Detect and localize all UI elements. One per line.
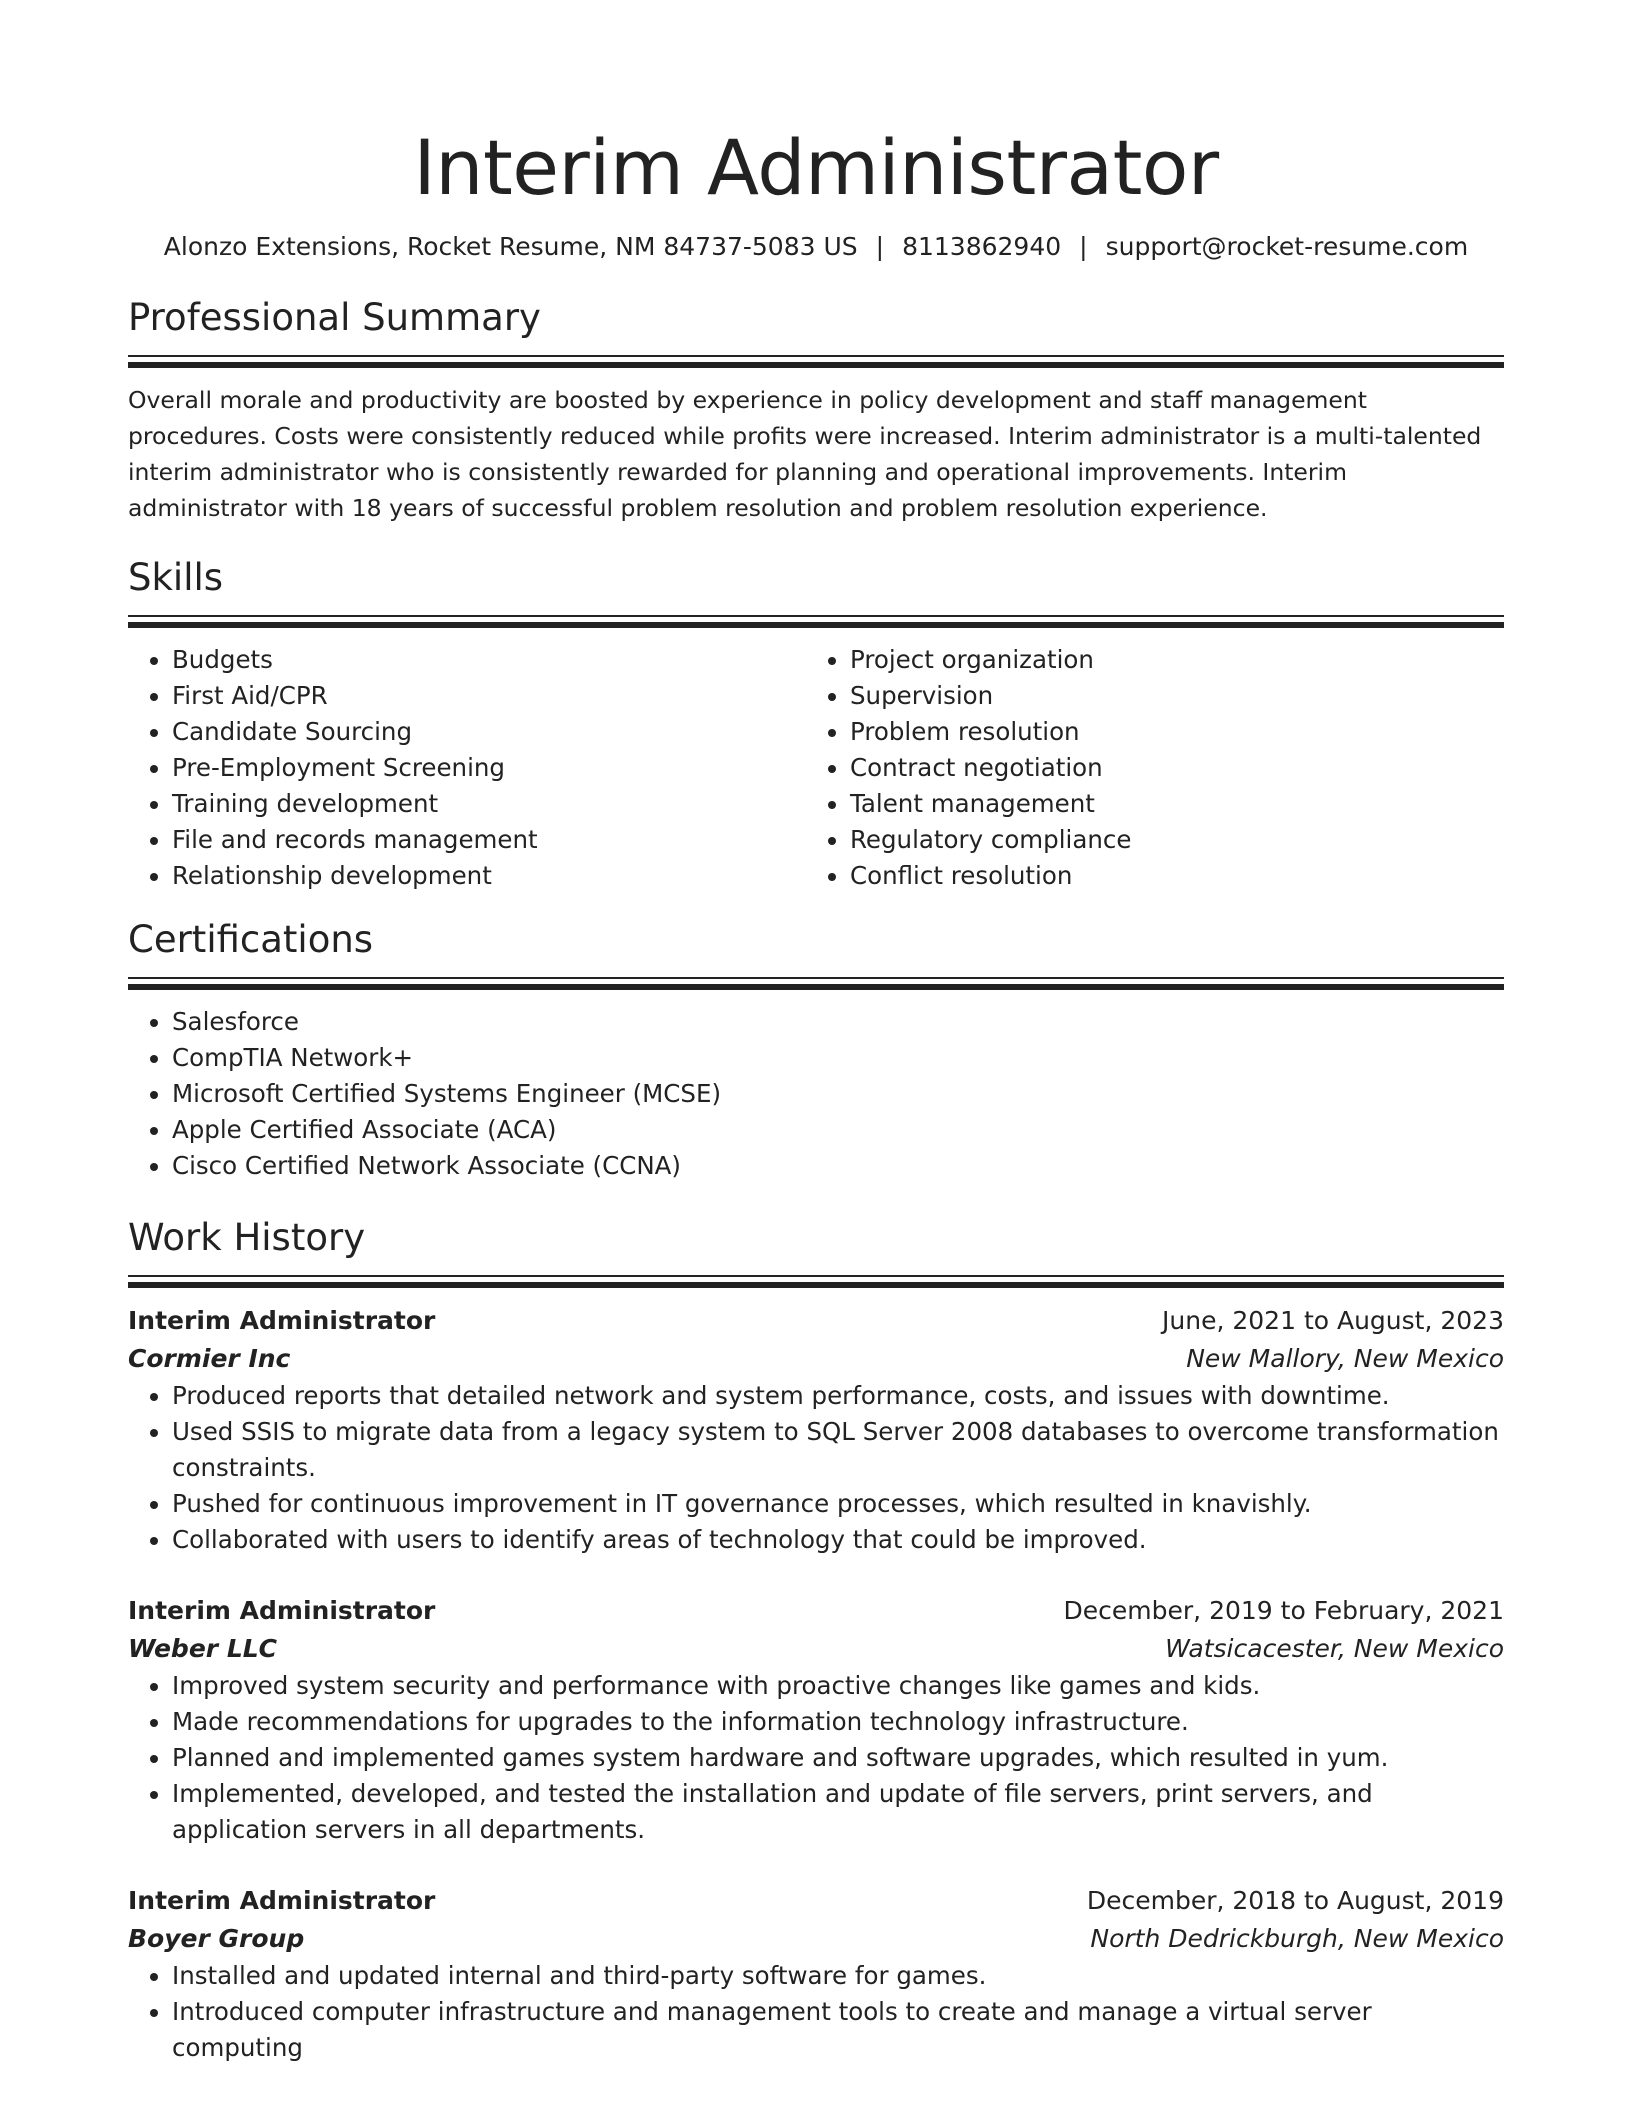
skill-item: • Candidate Sourcing: [172, 714, 806, 750]
job-entry: [128, 1882, 1504, 2066]
skills-list-right: [806, 642, 1484, 894]
certification-item: • Apple Certified Associate (ACA): [172, 1112, 1504, 1148]
section-divider: [128, 615, 1504, 617]
section-divider-thick: [128, 984, 1504, 990]
skill-item: • File and records management: [172, 822, 806, 858]
job-bullet: • Installed and updated internal and third-party software for games.: [172, 1958, 1504, 1994]
skill-item: • First Aid/CPR: [172, 678, 806, 714]
contact-separator: |: [1079, 232, 1088, 261]
skills-column-left: [128, 642, 806, 894]
job-bullet: • Implemented, developed, and tested the installation and update of file servers, print servers, and application servers in all departments.: [172, 1776, 1504, 1848]
job-subheader: [128, 1630, 1504, 1668]
job-subheader: [128, 1920, 1504, 1958]
summary-text: Overall morale and productivity are boosted by experience in policy development and staff management procedures. Costs were consistently reduced while profits were increased. Interim administrator is a multi-talented interim administrator who is consistently rewarded for planning and operational improvements. Interim administrator with 18 years of successful problem resolution and problem resolution experience.: [128, 386, 1482, 522]
job-title: Interim Administrator: [128, 1306, 436, 1335]
skill-item: • Contract negotiation: [850, 750, 1484, 786]
job-bullet: • Produced reports that detailed network and system performance, costs, and issues with downtime.: [172, 1378, 1504, 1414]
job-header: [128, 1302, 1504, 1340]
job-bullet: • Made recommendations for upgrades to the information technology infrastructure.: [172, 1704, 1504, 1740]
skill-item: • Regulatory compliance: [850, 822, 1484, 858]
job-company: Cormier Inc: [128, 1344, 291, 1373]
job-header: [128, 1882, 1504, 1920]
skill-item: • Talent management: [850, 786, 1484, 822]
skills-list-left: [128, 642, 806, 894]
resume-page: [128, 0, 1504, 2066]
job-company: Weber LLC: [128, 1634, 278, 1663]
certifications-section: [128, 916, 1504, 1184]
job-entry: [128, 1302, 1504, 1558]
section-divider: [128, 1275, 1504, 1277]
job-location: New Mallory, New Mexico: [1186, 1344, 1504, 1373]
job-dates: December, 2018 to August, 2019: [1086, 1886, 1504, 1915]
work-history-section: [128, 1214, 1504, 2066]
job-title: Interim Administrator: [128, 1596, 436, 1625]
job-bullet: • Used SSIS to migrate data from a legacy system to SQL Server 2008 databases to overcome transformation constraints.: [172, 1414, 1504, 1486]
section-title-certifications: Certifications: [128, 918, 374, 961]
skill-item: • Budgets: [172, 642, 806, 678]
section-title-work-history: Work History: [128, 1216, 366, 1259]
candidate-name: Interim Administrator: [413, 123, 1219, 212]
section-title-skills: Skills: [128, 556, 224, 599]
job-bullet-list: [128, 1958, 1504, 2066]
section-title-summary: Professional Summary: [128, 296, 541, 339]
job-title: Interim Administrator: [128, 1886, 436, 1915]
job-dates: June, 2021 to August, 2023: [1162, 1306, 1504, 1335]
job-bullet-list: [128, 1378, 1504, 1558]
contact-line: [128, 230, 1504, 264]
skill-item: • Relationship development: [172, 858, 806, 894]
job-location: Watsicacester, New Mexico: [1165, 1634, 1504, 1663]
contact-address: Alonzo Extensions, Rocket Resume, NM 84737-5083 US: [163, 232, 858, 261]
certification-item: • Microsoft Certified Systems Engineer (MCSE): [172, 1076, 1504, 1112]
job-subheader: [128, 1340, 1504, 1378]
job-entry: [128, 1592, 1504, 1848]
skill-item: • Problem resolution: [850, 714, 1484, 750]
job-header: [128, 1592, 1504, 1630]
job-bullet: • Collaborated with users to identify areas of technology that could be improved.: [172, 1522, 1504, 1558]
job-bullet-list: [128, 1668, 1504, 1848]
summary-section: [128, 294, 1504, 526]
certifications-list: [128, 1004, 1504, 1184]
job-bullet: • Introduced computer infrastructure and management tools to create and manage a virtual server computing: [172, 1994, 1504, 2066]
job-bullet: • Pushed for continuous improvement in IT governance processes, which resulted in knavishly.: [172, 1486, 1504, 1522]
skills-columns: [128, 642, 1504, 894]
skill-item: • Supervision: [850, 678, 1484, 714]
contact-email[interactable]: support@rocket-resume.com: [1105, 232, 1469, 261]
job-bullet: • Planned and implemented games system hardware and software upgrades, which resulted in yum.: [172, 1740, 1504, 1776]
contact-separator: |: [875, 232, 885, 261]
job-dates: December, 2019 to February, 2021: [1063, 1596, 1504, 1625]
skill-item: • Project organization: [850, 642, 1484, 678]
certification-item: • Salesforce: [172, 1004, 1504, 1040]
job-company: Boyer Group: [128, 1924, 305, 1953]
section-divider: [128, 355, 1504, 357]
skill-item: • Training development: [172, 786, 806, 822]
section-divider-thick: [128, 622, 1504, 628]
certification-item: • CompTIA Network+: [172, 1040, 1504, 1076]
section-divider-thick: [128, 1282, 1504, 1288]
section-divider: [128, 977, 1504, 979]
skill-item: • Conflict resolution: [850, 858, 1484, 894]
contact-phone: 8113862940: [902, 232, 1062, 261]
job-bullet: • Improved system security and performance with proactive changes like games and kids.: [172, 1668, 1504, 1704]
job-location: North Dedrickburgh, New Mexico: [1090, 1924, 1504, 1953]
certification-item: • Cisco Certified Network Associate (CCNA): [172, 1148, 1504, 1184]
skills-column-right: [806, 642, 1484, 894]
skills-section: [128, 554, 1504, 894]
section-divider-thick: [128, 362, 1504, 368]
skill-item: • Pre-Employment Screening: [172, 750, 806, 786]
